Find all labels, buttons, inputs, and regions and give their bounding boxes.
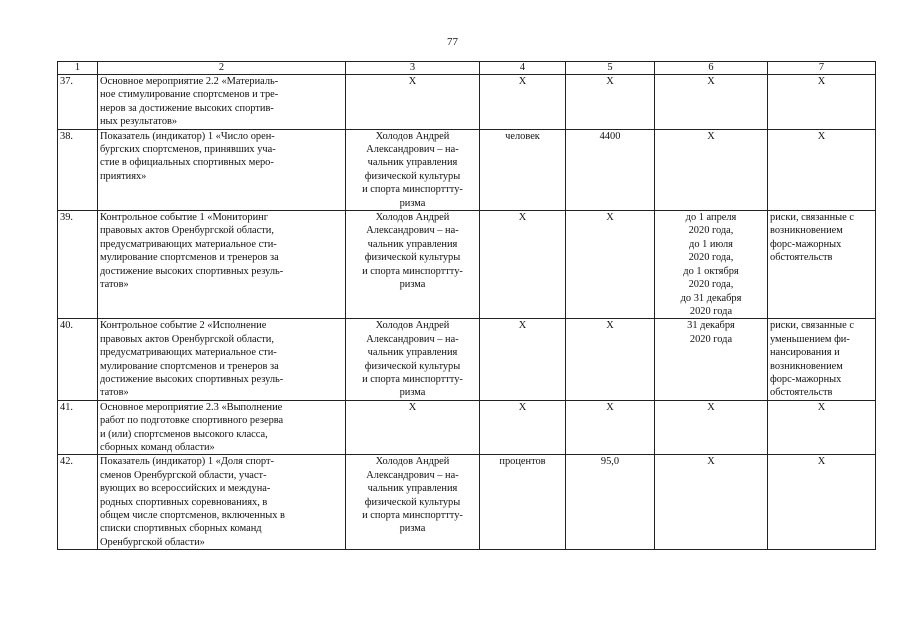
cell-text-line: правовых актов Оренбургской области, <box>100 225 274 237</box>
responsible-cell <box>346 75 480 130</box>
unit-cell <box>480 455 566 550</box>
description-cell <box>98 455 346 550</box>
cell-text-line: сборных команд области» <box>100 441 215 453</box>
table-row <box>58 400 876 455</box>
risk-cell <box>768 75 876 130</box>
cell-text-line: Основное мероприятие 2.2 «Материаль- <box>100 76 279 87</box>
cell-text-line: ное стимулирование спортсменов и тре- <box>100 89 279 101</box>
cell-text-line: мулирование спортсменов и тренеров за <box>100 252 279 264</box>
cell-text-line: X <box>817 130 826 142</box>
row-number-cell: 37. <box>58 75 98 130</box>
risk-cell <box>768 129 876 210</box>
cell-text-line: до 1 октября <box>683 265 739 277</box>
cell-text-line: Показатель (индикатор) 1 «Число орен- <box>100 130 275 142</box>
cell-text-line: 2020 года <box>689 333 733 345</box>
cell-text-line: форс-мажорных <box>770 373 842 385</box>
risk-cell <box>768 400 876 455</box>
cell-text-line: возникновением <box>770 360 843 372</box>
cell-text-line: вующих во всероссийских и междуна- <box>100 483 271 495</box>
cell-text-line: и спорта минспорттту- <box>362 510 463 521</box>
cell-text-line: до 1 июля <box>689 238 733 250</box>
row-number-cell: 42. <box>58 455 98 550</box>
cell-text-line: ризма <box>399 523 426 535</box>
risk-cell <box>768 319 876 400</box>
cell-text-line: приятиях» <box>100 170 147 182</box>
cell-text-line: Александрович – на- <box>366 225 459 237</box>
description-cell <box>98 211 346 319</box>
cell-text-line: работ по подготовке спортивного резерва <box>100 415 284 427</box>
cell-text-line: уменьшением фи- <box>770 333 850 345</box>
responsible-cell <box>346 455 480 550</box>
cell-text-line: X <box>518 401 527 413</box>
cell-text-line: Контрольное событие 1 «Мониторинг <box>100 212 268 224</box>
unit-cell <box>480 319 566 400</box>
cell-text-line: до 1 апреля <box>685 212 737 224</box>
cell-text-line: татов» <box>100 387 129 399</box>
cell-text-line: и спорта минспорттту- <box>362 184 463 196</box>
row-number-cell: 40. <box>58 319 98 400</box>
cell-text-line: ных результатов» <box>100 116 178 128</box>
cell-text-line: Холодов Андрей <box>375 456 450 468</box>
cell-text-line: и спорта минспорттту- <box>362 373 463 385</box>
cell-text-line: правовых актов Оренбургской области, <box>100 333 274 345</box>
cell-text-line: форс-мажорных <box>770 238 842 250</box>
deadline-cell <box>655 75 768 130</box>
table-row <box>58 455 876 550</box>
cell-text-line: предусматривающих материальное сти- <box>100 347 277 359</box>
cell-text-line: и спорта минспорттту- <box>362 265 463 277</box>
unit-cell <box>480 129 566 210</box>
cell-text-line: Показатель (индикатор) 1 «Доля спорт- <box>100 456 274 468</box>
cell-text-line: нансирования и <box>770 347 840 359</box>
column-number: 5 <box>566 62 655 75</box>
deadline-cell <box>655 400 768 455</box>
value-cell <box>566 400 655 455</box>
description-cell <box>98 129 346 210</box>
responsible-cell <box>346 400 480 455</box>
cell-text-line: татов» <box>100 279 129 291</box>
cell-text-line: Оренбургской области» <box>100 536 205 548</box>
value-cell <box>566 319 655 400</box>
plan-table <box>57 61 876 550</box>
table-row <box>58 211 876 319</box>
table-row <box>58 75 876 130</box>
cell-text-line: достижение высоких спортивных резуль- <box>100 373 284 385</box>
column-number: 3 <box>346 62 480 75</box>
cell-text-line: Холодов Андрей <box>375 130 450 142</box>
value-cell <box>566 455 655 550</box>
table-row <box>58 319 876 400</box>
column-number: 6 <box>655 62 768 75</box>
value-cell <box>566 75 655 130</box>
unit-cell <box>480 400 566 455</box>
cell-text-line: физической культуры <box>364 496 461 508</box>
cell-text-line: до 31 декабря <box>680 292 742 304</box>
table-row <box>58 129 876 210</box>
cell-text-line: X <box>408 76 417 87</box>
cell-text-line: физической культуры <box>364 252 461 264</box>
cell-text-line: родных спортивных соревнованиях, в <box>100 496 268 508</box>
cell-text-line: X <box>707 401 715 413</box>
unit-cell <box>480 75 566 130</box>
cell-text-line: X <box>817 456 826 468</box>
table-body <box>58 75 876 550</box>
cell-text-line: X <box>707 456 715 468</box>
cell-text-line: и (или) спортсменов высокого класса, <box>100 428 268 440</box>
cell-text-line: 2020 года, <box>688 279 734 291</box>
cell-text-line: человек <box>505 130 540 142</box>
value-cell <box>566 211 655 319</box>
column-number: 2 <box>98 62 346 75</box>
cell-text-line: 31 декабря <box>687 320 735 332</box>
cell-text-line: физической культуры <box>364 360 461 372</box>
cell-text-line: предусматривающих материальное сти- <box>100 238 277 250</box>
responsible-cell <box>346 129 480 210</box>
cell-text-line: Холодов Андрей <box>375 320 450 332</box>
cell-text-line: Александрович – на- <box>366 469 459 481</box>
deadline-cell <box>655 129 768 210</box>
cell-text-line: X <box>518 320 527 332</box>
cell-text-line: чальник управления <box>367 238 458 250</box>
cell-text-line: чальник управления <box>367 483 458 495</box>
responsible-cell <box>346 319 480 400</box>
cell-text-line: чальник управления <box>367 347 458 359</box>
cell-text-line: процентов <box>499 456 546 468</box>
cell-text-line: неров за достижение высоких спортив- <box>100 102 274 114</box>
cell-text-line: возникновением <box>770 225 843 237</box>
cell-text-line: списки спортивных сборных команд <box>100 523 262 535</box>
row-number-cell: 39. <box>58 211 98 319</box>
cell-text-line: обстоятельств <box>770 387 833 399</box>
cell-text-line: физической культуры <box>364 170 461 182</box>
cell-text-line: Основное мероприятие 2.3 «Выполнение <box>100 401 283 413</box>
cell-text-line: 2020 года, <box>688 252 734 264</box>
cell-text-line: 2020 года, <box>688 225 734 237</box>
description-cell <box>98 319 346 400</box>
column-number: 4 <box>480 62 566 75</box>
cell-text-line: X <box>606 76 614 87</box>
cell-text-line: X <box>707 76 715 87</box>
cell-text-line: X <box>518 76 527 87</box>
cell-text-line: ризма <box>399 279 426 291</box>
row-number-cell: 41. <box>58 400 98 455</box>
cell-text-line: 2020 года <box>689 305 733 317</box>
cell-text-line: X <box>817 76 826 87</box>
cell-text-line: ризма <box>399 197 426 209</box>
responsible-cell <box>346 211 480 319</box>
cell-text-line: бургских спортсменов, принявших уча- <box>100 144 276 156</box>
cell-text-line: стие в официальных спортивных меро- <box>100 157 274 169</box>
cell-text-line: X <box>606 212 614 224</box>
cell-text-line: Холодов Андрей <box>375 212 450 224</box>
page-number: 77 <box>447 36 458 48</box>
deadline-cell <box>655 455 768 550</box>
cell-text-line: X <box>518 212 527 224</box>
cell-text-line: Александрович – на- <box>366 144 459 156</box>
cell-text-line: достижение высоких спортивных резуль- <box>100 265 284 277</box>
cell-text-line: сменов Оренбургской области, участ- <box>100 469 267 481</box>
column-number-row <box>58 62 876 75</box>
cell-text-line: ризма <box>399 387 426 399</box>
cell-text-line: риски, связанные с <box>770 320 854 332</box>
row-number-cell: 38. <box>58 129 98 210</box>
column-number: 7 <box>768 62 876 75</box>
risk-cell <box>768 455 876 550</box>
deadline-cell <box>655 319 768 400</box>
column-number: 1 <box>58 62 98 75</box>
cell-text-line: 95,0 <box>600 456 620 468</box>
cell-text-line: общем числе спортсменов, включенных в <box>100 510 285 521</box>
deadline-cell <box>655 211 768 319</box>
cell-text-line: X <box>606 401 614 413</box>
description-cell <box>98 75 346 130</box>
cell-text-line: Контрольное событие 2 «Исполнение <box>100 320 267 332</box>
cell-text-line: Александрович – на- <box>366 333 459 345</box>
risk-cell <box>768 211 876 319</box>
cell-text-line: чальник управления <box>367 157 458 169</box>
cell-text-line: риски, связанные с <box>770 212 854 224</box>
cell-text-line: 4400 <box>599 130 621 142</box>
cell-text-line: X <box>408 401 417 413</box>
cell-text-line: обстоятельств <box>770 252 833 264</box>
description-cell <box>98 400 346 455</box>
value-cell <box>566 129 655 210</box>
cell-text-line: X <box>606 320 614 332</box>
cell-text-line: X <box>707 130 715 142</box>
cell-text-line: мулирование спортсменов и тренеров за <box>100 360 279 372</box>
unit-cell <box>480 211 566 319</box>
cell-text-line: X <box>817 401 826 413</box>
